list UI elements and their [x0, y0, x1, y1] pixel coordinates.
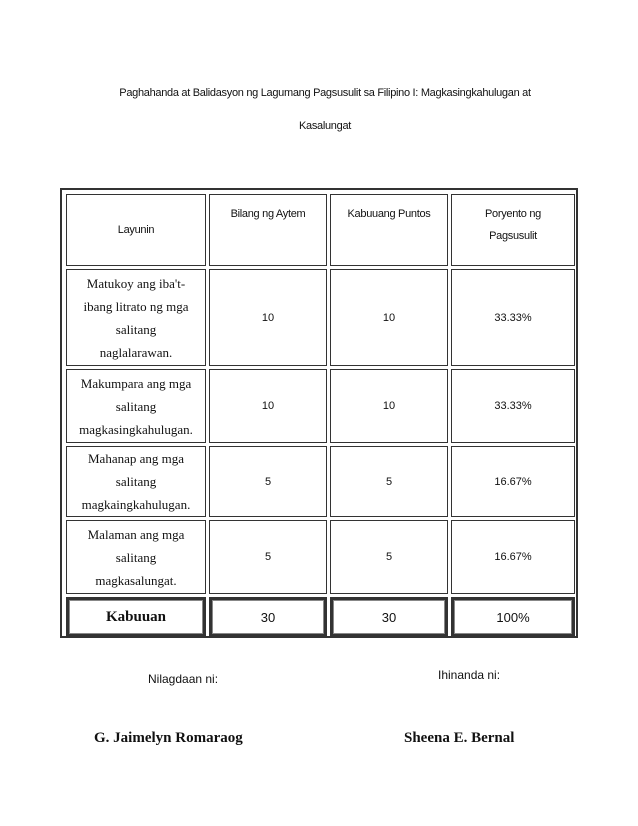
- table-row: [66, 446, 575, 517]
- objective-cell: Malaman ang mga salitang magkasalungat.: [66, 520, 206, 594]
- total-points: 30: [330, 597, 448, 637]
- test-specification-table: [63, 191, 578, 640]
- signer-name: G. Jaimelyn Romaraog: [94, 730, 243, 746]
- table-header-row: [66, 194, 575, 266]
- points-cell: 10: [330, 269, 448, 366]
- points-cell: 5: [330, 446, 448, 517]
- points-cell: 5: [330, 520, 448, 594]
- table-total-row: [66, 597, 575, 637]
- header-items: Bilang ng Aytem: [209, 194, 327, 266]
- prepared-by-label: Ihinanda ni:: [438, 668, 501, 682]
- document-title-line2: Kasalungat: [298, 120, 352, 132]
- items-cell: 5: [209, 520, 327, 594]
- percent-cell: 33.33%: [451, 269, 575, 366]
- items-cell: 10: [209, 269, 327, 366]
- preparer-name: Sheena E. Bernal: [404, 730, 515, 746]
- objective-cell: Makumpara ang mga salitang magkasingkahulugan.: [66, 369, 206, 443]
- percent-cell: 16.67%: [451, 446, 575, 517]
- percent-cell: 33.33%: [451, 369, 575, 443]
- header-objective: Layunin: [66, 194, 206, 266]
- table-row: [66, 269, 575, 366]
- percent-cell: 16.67%: [451, 520, 575, 594]
- objective-cell: Mahanap ang mga salitang magkaingkahulugan.: [66, 446, 206, 517]
- total-items: 30: [209, 597, 327, 637]
- items-cell: 10: [209, 369, 327, 443]
- objective-cell: Matukoy ang iba't- ibang litrato ng mga salitang naglalarawan.: [66, 269, 206, 366]
- signed-by-label: Nilagdaan ni:: [148, 672, 219, 686]
- table-row: [66, 369, 575, 443]
- header-percent: Poryento ng Pagsusulit: [451, 194, 575, 266]
- table-row: [66, 520, 575, 594]
- total-label: Kabuuan: [66, 597, 206, 637]
- points-cell: 10: [330, 369, 448, 443]
- total-percent: 100%: [451, 597, 575, 637]
- header-points: Kabuuang Puntos: [330, 194, 448, 266]
- document-title-line1: Paghahanda at Balidasyon ng Lagumang Pagsusulit sa Filipino I: Magkasingkahulugan at: [119, 87, 531, 99]
- items-cell: 5: [209, 446, 327, 517]
